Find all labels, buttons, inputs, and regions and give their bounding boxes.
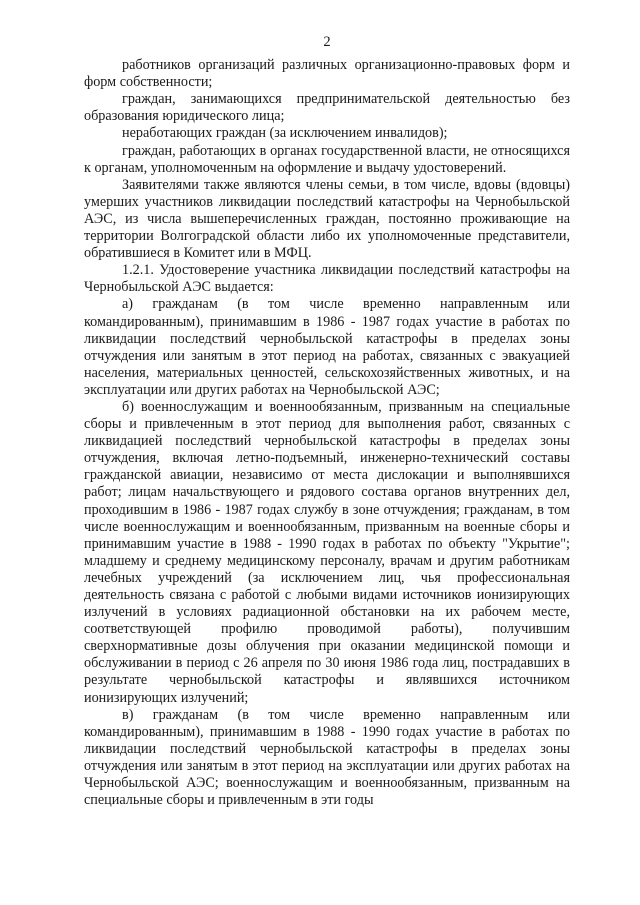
paragraph-applicants-family: Заявителями также являются члены семьи, в том числе, вдовы (вдовцы) умерших участников ликвидации последствий катастрофы на Чернобыльской АЭС, из числа вышеперечисленных граждан, постоянно проживающие на территории Волгоградской области либо их уполномоченные представители, обратившиеся в Комитет или в МФЦ.	[84, 176, 570, 262]
page-number: 2	[323, 34, 331, 50]
paragraph-government-workers: граждан, работающих в органах государственной власти, не относящихся к органам, уполномоченным на оформление и выдачу удостоверений.	[84, 142, 570, 176]
document-page	[84, 34, 570, 809]
paragraph-unemployed: неработающих граждан (за исключением инвалидов);	[122, 125, 448, 142]
paragraph-item-a: а) гражданам (в том числе временно направленным или командированным), принимавшим в 1986 - 1987 годах участие в работах по ликвидации последствий чернобыльской катастрофы в пределах зоны отчуждения или занятым в этот период на работах, связанных с эвакуацией населения, материальных ценностей, сельскохозяйственных животных, и на эксплуатации или других работах на Чернобыльской АЭС;	[84, 296, 570, 398]
paragraph-section-1-2-1: 1.2.1. Удостоверение участника ликвидации последствий катастрофы на Чернобыльской АЭС выдается:	[84, 262, 570, 296]
paragraph-entrepreneurs: граждан, занимающихся предпринимательской деятельностью без образования юридического лица;	[84, 91, 570, 125]
paragraph-item-v: в) гражданам (в том числе временно направленным или командированным), принимавшим в 1988 - 1990 годах участие в работах по ликвидации последствий чернобыльской катастрофы в пределах зоны отчуждения или занятым в этот период на эксплуатации или других работах на Чернобыльской АЭС; военнослужащим и военнообязанным, призванным на специальные сборы и привлеченным в эти годы	[84, 706, 570, 809]
paragraph-workers-organizations: работников организаций различных организационно-правовых форм и форм собственности;	[84, 57, 570, 91]
paragraph-item-b: б) военнослужащим и военнообязанным, призванным на специальные сборы и привлеченным в этот период для выполнения работ, связанных с ликвидацией последствий чернобыльской катастрофы в пределах зоны отчуждения, включая летно-подъемный, инженерно-технический составы гражданской авиации, независимо от места дислокации и выполнявшихся работ; лицам начальствующего и рядового состава органов внутренних дел, проходившим в 1986 - 1987 годах службу в зоне отчуждения; гражданам, в том числе военнослужащим и военнообязанным, призванным на военные сборы и принимавшим участие в 1988 - 1990 годах в работах по объекту "Укрытие"; младшему и среднему медицинскому персоналу, врачам и другим работникам лечебных учреждений (за исключением лиц, чья профессиональная деятельность связана с работой с любыми видами источников ионизирующих излучений в условиях радиационной обстановки на их рабочем месте, соответствующей профилю проводимой работы), получившим сверхнормативные дозы облучения при оказании медицинской помощи и обслуживании в период с 26 апреля по 30 июня 1986 года лиц, пострадавших в результате чернобыльской катастрофы и являвшихся источником ионизирующих излучений;	[84, 398, 570, 706]
